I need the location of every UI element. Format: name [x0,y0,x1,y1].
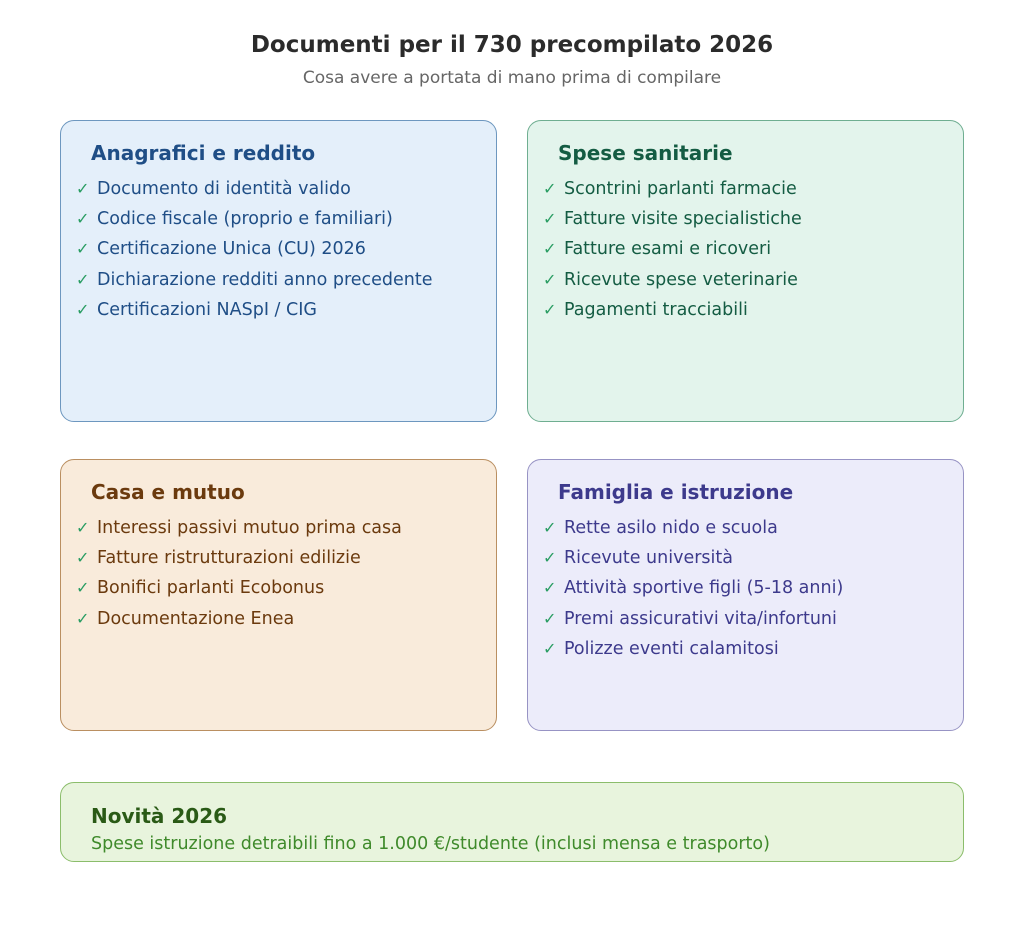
card-checklist [543,177,802,328]
checklist-item-label: Documento di identità valido [97,179,351,199]
page-subtitle: Cosa avere a portata di mano prima di compilare [302,68,722,88]
checklist-item-label: Ricevute università [564,548,733,569]
checklist-item [543,546,843,576]
checklist-item [76,298,433,328]
checklist-item-label: Polizze eventi calamitosi [564,638,779,659]
checklist-item-label: Fatture esami e ricoveri [564,239,772,260]
card-casa-mutuo [60,459,497,731]
check-icon: ✓ [543,578,557,598]
check-icon: ✓ [76,578,90,598]
checklist-item-label: Rette asilo nido e scuola [564,518,778,538]
check-icon: ✓ [543,638,557,658]
check-icon: ✓ [76,299,90,319]
card-checklist [76,177,433,328]
checklist-item-label: Attività sportive figli (5-18 anni) [564,578,844,599]
card-spese-sanitarie [527,120,964,422]
checklist-item-label: Premi assicurativi vita/infortuni [564,608,837,629]
check-icon: ✓ [76,179,90,198]
checklist-item-label: Certificazioni NASpI / CIG [97,299,317,320]
checklist-item [76,607,402,637]
page-title: Documenti per il 730 precompilato 2026 [250,32,774,58]
novita-title: Novità 2026 [91,804,228,828]
checklist-item [76,237,433,267]
check-icon: ✓ [543,299,557,319]
checklist-item-label: Fatture visite specialistiche [564,209,802,230]
card-title: Anagrafici e reddito [91,141,316,165]
checklist-item-label: Bonifici parlanti Ecobonus [97,578,325,599]
checklist-item [76,268,433,298]
checklist-item [543,516,843,546]
card-checklist [543,516,843,667]
check-icon: ✓ [76,608,90,628]
check-icon: ✓ [76,269,90,289]
check-icon: ✓ [76,548,90,568]
card-famiglia-istruzione [527,459,964,731]
check-icon: ✓ [76,518,90,537]
card-title: Spese sanitarie [558,141,733,165]
checklist-item [543,207,802,237]
check-icon: ✓ [543,269,557,289]
checklist-item [76,546,402,576]
checklist-item [543,607,843,637]
check-icon: ✓ [76,209,90,229]
checklist-item-label: Codice fiscale (proprio e familiari) [97,209,393,230]
checklist-item [543,637,843,667]
checklist-item [543,576,843,606]
checklist-item-label: Pagamenti tracciabili [564,299,748,320]
novita-banner [60,782,964,862]
checklist-item [543,237,802,267]
card-checklist [76,516,402,637]
checklist-item [76,576,402,606]
checklist-item [76,207,433,237]
check-icon: ✓ [543,209,557,229]
checklist-item-label: Fatture ristrutturazioni edilizie [97,548,361,569]
checklist-item [543,268,802,298]
checklist-item-label: Interessi passivi mutuo prima casa [97,518,402,538]
checklist-item [543,177,802,207]
checklist-item [76,177,433,207]
checklist-item-label: Ricevute spese veterinarie [564,269,798,290]
check-icon: ✓ [543,179,557,198]
check-icon: ✓ [543,239,557,259]
checklist-item-label: Certificazione Unica (CU) 2026 [97,239,366,260]
checklist-item-label: Scontrini parlanti farmacie [564,179,797,199]
check-icon: ✓ [543,518,557,537]
checklist-item [543,298,802,328]
novita-text: Spese istruzione detraibili fino a 1.000 €/studente (inclusi mensa e trasporto) [91,834,770,854]
checklist-item [76,516,402,546]
card-title: Casa e mutuo [91,480,245,504]
checklist-item-label: Documentazione Enea [97,608,295,629]
check-icon: ✓ [543,548,557,568]
check-icon: ✓ [76,239,90,259]
card-title: Famiglia e istruzione [558,480,794,504]
checklist-item-label: Dichiarazione redditi anno precedente [97,269,433,290]
card-anagrafici-reddito [60,120,497,422]
check-icon: ✓ [543,608,557,628]
